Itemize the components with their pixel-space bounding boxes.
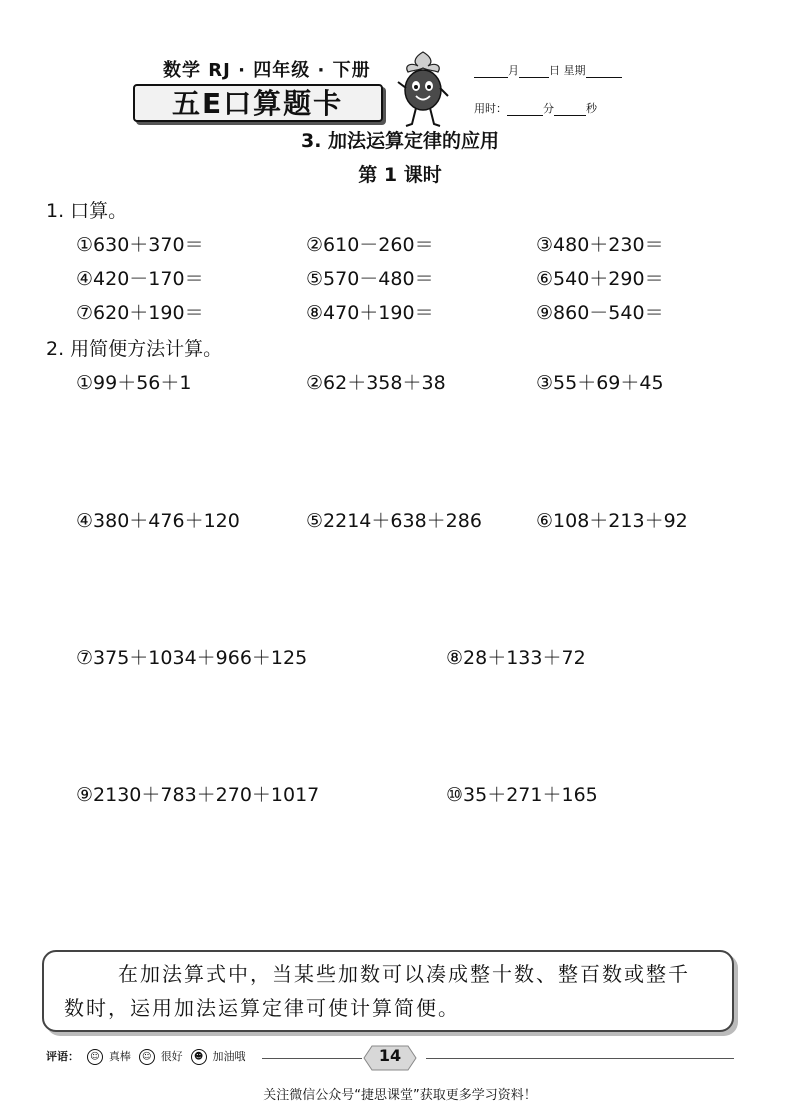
- brand-title: 五E口算题卡: [172, 87, 344, 120]
- page-number: 14: [378, 1046, 402, 1065]
- day-blank: [519, 65, 549, 78]
- simplify-problem-4: ④380＋476＋120: [76, 510, 240, 532]
- subject-label: 数学 RJ · 四年级 · 下册: [163, 60, 371, 81]
- tip-line-2: 数时，运用加法运算定律可使计算简便。: [64, 996, 460, 1020]
- day-label: 日: [549, 64, 560, 77]
- lesson-title: 3. 加法运算定律的应用: [300, 130, 500, 152]
- simplify-problem-3: ③55＋69＋45: [536, 372, 664, 394]
- mental-problem-6: ⑥540＋290＝: [536, 268, 664, 290]
- simplify-problem-6: ⑥108＋213＋92: [536, 510, 688, 532]
- cheer-face-icon: ☻: [191, 1049, 207, 1065]
- good-face-icon: ☺: [139, 1049, 155, 1065]
- eval-option-great: 真棒: [108, 1050, 131, 1063]
- evaluation-label: 评语：: [46, 1050, 79, 1063]
- month-blank: [474, 65, 508, 78]
- mental-problem-2: ②610－260＝: [306, 234, 434, 256]
- section2-heading: 2. 用简便方法计算。: [46, 338, 223, 360]
- mental-problem-8: ⑧470＋190＝: [306, 302, 434, 324]
- footer-rule-left: [262, 1058, 362, 1059]
- simplify-problem-9: ⑨2130＋783＋270＋1017: [76, 784, 320, 806]
- eval-option-good: 很好: [160, 1050, 183, 1063]
- date-line: [474, 62, 622, 78]
- simplify-problem-7: ⑦375＋1034＋966＋125: [76, 647, 308, 669]
- simplify-problem-1: ①99＋56＋1: [76, 372, 192, 394]
- mental-problem-9: ⑨860－540＝: [536, 302, 664, 324]
- weekday-label: 星期: [563, 64, 586, 77]
- mascot-icon: [392, 48, 454, 130]
- footer-note: 关注微信公众号“捷思课堂”获取更多学习资料！: [263, 1088, 537, 1103]
- lesson-subtitle: 第 1 课时: [358, 164, 442, 186]
- second-blank: [554, 103, 586, 116]
- second-label: 秒: [586, 102, 597, 115]
- weekday-blank: [586, 65, 622, 78]
- mental-problem-1: ①630＋370＝: [76, 234, 204, 256]
- minute-blank: [507, 103, 543, 116]
- simplify-problem-10: ⑩35＋271＋165: [446, 784, 598, 806]
- time-line: [474, 100, 597, 116]
- great-face-icon: ☺: [87, 1049, 103, 1065]
- eval-option-keep-going: 加油哦: [212, 1050, 246, 1063]
- simplify-problem-5: ⑤2214＋638＋286: [306, 510, 482, 532]
- mental-problem-4: ④420－170＝: [76, 268, 204, 290]
- mental-problem-7: ⑦620＋190＝: [76, 302, 204, 324]
- evaluation-row: [46, 1048, 246, 1065]
- footer-rule-right: [426, 1058, 734, 1059]
- section1-heading: 1. 口算。: [46, 200, 128, 222]
- mental-problem-5: ⑤570－480＝: [306, 268, 434, 290]
- mental-problem-3: ③480＋230＝: [536, 234, 664, 256]
- simplify-problem-8: ⑧28＋133＋72: [446, 647, 586, 669]
- tip-line-1: 在加法算式中，当某些加数可以凑成整十数、整百数或整千: [118, 962, 690, 986]
- time-label: 用时：: [474, 102, 507, 115]
- month-label: 月: [508, 64, 519, 77]
- simplify-problem-2: ②62＋358＋38: [306, 372, 446, 394]
- minute-label: 分: [543, 102, 554, 115]
